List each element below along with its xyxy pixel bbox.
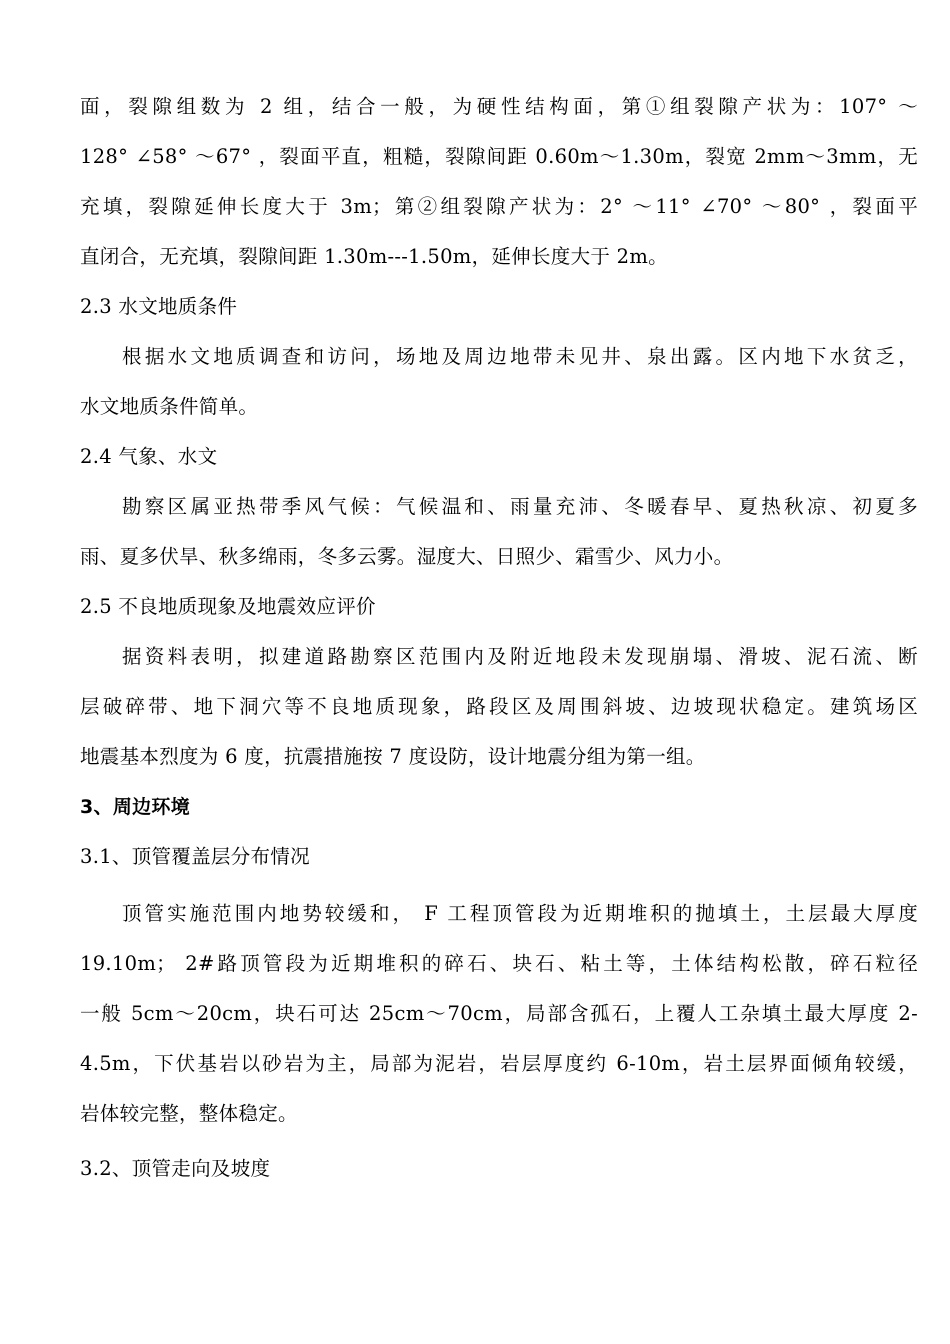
section-heading: 2.5 不良地质现象及地震效应评价 xyxy=(80,595,376,618)
paragraph-text-line: 直闭合，无充填，裂隙间距 1.30m---1.50m，延伸长度大于 2m。 xyxy=(80,245,668,268)
paragraph-text-line: 顶管实施范围内地势较缓和， F 工程顶管段为近期堆积的抛填土，土层最大厚度 xyxy=(122,902,918,925)
paragraph-text-line: 据资料表明，拟建道路勘察区范围内及附近地段未发现崩塌、滑坡、泥石流、断 xyxy=(122,645,918,668)
paragraph-text-line: 充填，裂隙延伸长度大于 3m；第②组裂隙产状为：2° ～11° ∠70° ～80° ，裂面平 xyxy=(80,195,918,218)
paragraph-text-line: 4.5m，下伏基岩以砂岩为主，局部为泥岩，岩层厚度约 6-10m，岩土层界面倾角较缓， xyxy=(80,1052,918,1075)
paragraph-text-line: 岩体较完整，整体稳定。 xyxy=(80,1102,298,1125)
paragraph-text-line: 层破碎带、地下洞穴等不良地质现象，路段区及周围斜坡、边坡现状稳定。建筑场区 xyxy=(80,695,918,718)
section-heading: 3.2、顶管走向及坡度 xyxy=(80,1157,271,1180)
paragraph-text-line: 19.10m； 2#路顶管段为近期堆积的碎石、块石、粘土等，土体结构松散，碎石粒径 xyxy=(80,952,918,975)
paragraph-text-line: 根据水文地质调查和访问，场地及周边地带未见井、泉出露。区内地下水贫乏， xyxy=(122,345,918,368)
paragraph-text-line: 水文地质条件简单。 xyxy=(80,395,259,418)
paragraph-text-line: 勘察区属亚热带季风气候：气候温和、雨量充沛、冬暖春早、夏热秋凉、初夏多 xyxy=(122,495,918,518)
paragraph-text-line: 一般 5cm～20cm，块石可达 25cm～70cm，局部含孤石，上覆人工杂填土最大厚度 2- xyxy=(80,1002,918,1025)
paragraph-text-line: 面，裂隙组数为 2 组，结合一般，为硬性结构面，第①组裂隙产状为：107° ～ xyxy=(80,95,918,118)
chapter-heading: 3、周边环境 xyxy=(80,796,191,818)
section-heading: 2.3 水文地质条件 xyxy=(80,295,238,318)
section-heading: 3.1、顶管覆盖层分布情况 xyxy=(80,845,310,868)
paragraph-text-line: 雨、夏多伏旱、秋多绵雨，冬多云雾。湿度大、日照少、霜雪少、风力小。 xyxy=(80,545,734,568)
paragraph-text-line: 地震基本烈度为 6 度，抗震措施按 7 度设防，设计地震分组为第一组。 xyxy=(80,745,706,768)
paragraph-text-line: 128° ∠58° ～67° ，裂面平直，粗糙，裂隙间距 0.60m～1.30m，裂宽 2mm～3mm，无 xyxy=(80,145,918,168)
section-heading: 2.4 气象、水文 xyxy=(80,445,218,468)
